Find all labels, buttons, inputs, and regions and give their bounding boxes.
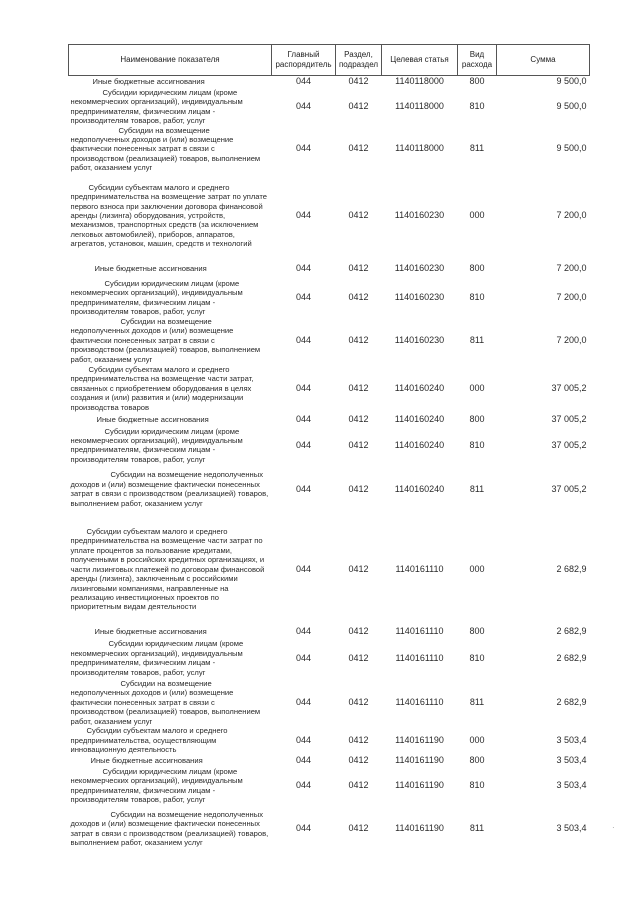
row-name-text: Иные бюджетные ассигнования [94, 626, 207, 636]
row-target-article: 1140160230 [394, 291, 445, 302]
table-body [69, 76, 590, 853]
row-main-manager: 044 [295, 143, 312, 154]
row-sum: 3 503,4 [556, 755, 587, 766]
row-main-manager: 044 [295, 625, 312, 636]
row-name [69, 464, 272, 514]
row-sum: 2 682,9 [556, 696, 587, 707]
row-expense-type: 810 [469, 652, 485, 663]
row-expense-type: 000 [469, 734, 485, 745]
row-section: 0412 [348, 755, 369, 766]
table-header [69, 45, 590, 76]
row-target-article: 1140161190 [395, 734, 444, 745]
row-expense-type: 811 [469, 334, 485, 345]
row-name-text: Субсидии юридическим лицам (кроме некоммерческих организаций), индивидуальным предпринимателям, физическим лицам - производителям товаров, работ, услуг [70, 639, 244, 677]
row-name [69, 365, 272, 413]
table-row [69, 88, 590, 126]
table-row [69, 638, 590, 678]
row-target-article: 1140118000 [395, 76, 444, 87]
row-sum: 3 503,4 [556, 823, 587, 834]
row-name [69, 767, 272, 805]
row-expense-type: 800 [469, 625, 485, 636]
table-row [69, 365, 590, 413]
row-main-manager: 044 [295, 483, 312, 494]
row-name [69, 279, 272, 317]
row-section: 0412 [348, 696, 369, 707]
row-name [69, 173, 272, 259]
row-main-manager: 044 [295, 780, 312, 791]
row-expense-type: 000 [469, 210, 485, 221]
row-main-manager: 044 [295, 334, 312, 345]
row-name-text: Субсидии на возмещение недополученных доходов и (или) возмещение фактически понесенных затрат в связи с производством (реализацией) товаров, выполнением работ, оказанием услуг [70, 470, 269, 508]
row-section: 0412 [348, 823, 369, 834]
row-name-text: Субсидии на возмещение недополученных доходов и (или) возмещение фактически понесенных затрат в связи с производством (реализацией) товаров, выполнением работ, оказанием услуг [70, 125, 261, 173]
row-sum: 2 682,9 [556, 625, 587, 636]
row-sum: 3 503,4 [556, 734, 587, 745]
row-section: 0412 [348, 734, 369, 745]
row-main-manager: 044 [295, 100, 312, 111]
row-target-article: 1140160240 [394, 382, 445, 393]
table-row [69, 76, 590, 88]
row-main-manager: 044 [295, 755, 312, 766]
row-name-text: Субсидии субъектам малого и среднего предпринимательства на возмещение затрат по уплате первого взноса при заключении договора финансовой аренды (лизинга) оборудования, устройств, механизмов, транспортных средств (за исключением легковых автомобилей), приборов, аппаратов, агрегатов, установок, машин, средств и технологий [70, 182, 267, 249]
row-name-text: Субсидии субъектам малого и среднего предпринимательства на возмещение части затрат по уплате процентов за пользование кредитами, полученными в российских кредитных организациях, и части лизинговых платежей по договорам финансовой аренды (лизинга), заключенным с российскими лизинговыми компаниями, направленные на реализацию инвестиционных проектов по приоритетным видам деятельности [70, 526, 265, 612]
table-row [69, 805, 590, 853]
row-name [69, 427, 272, 465]
row-main-manager: 044 [295, 734, 312, 745]
table-row [69, 427, 590, 465]
row-expense-type: 800 [469, 755, 485, 766]
row-sum: 9 500,0 [556, 143, 587, 154]
row-sum: 9 500,0 [556, 76, 587, 87]
table-row [69, 624, 590, 638]
row-name-text: Субсидии на возмещение недополученных доходов и (или) возмещение фактически понесенных затрат в связи с производством (реализацией) товаров, выполнением работ, оказанием услуг [70, 316, 261, 364]
row-name [69, 413, 272, 427]
row-target-article: 1140118000 [395, 143, 444, 154]
row-section: 0412 [348, 483, 369, 494]
row-sum: 37 005,2 [551, 483, 587, 494]
row-sum: 9 500,0 [556, 100, 587, 111]
table-row [69, 126, 590, 173]
row-name [69, 126, 272, 173]
row-name-text: Субсидии юридическим лицам (кроме некоммерческих организаций), индивидуальным предпринимателям, физическим лицам - производителям товаров, работ, услуг [70, 426, 243, 464]
table-row [69, 755, 590, 767]
row-section: 0412 [348, 625, 369, 636]
row-target-article: 1140161110 [395, 652, 444, 663]
row-target-article: 1140118000 [395, 100, 444, 111]
row-section: 0412 [348, 210, 369, 221]
row-main-manager: 044 [295, 76, 312, 87]
row-expense-type: 000 [469, 382, 485, 393]
row-target-article: 1140160240 [394, 483, 445, 494]
row-expense-type: 810 [469, 780, 485, 791]
row-expense-type: 810 [469, 439, 485, 450]
row-main-manager: 044 [295, 291, 312, 302]
row-target-article: 1140161110 [395, 563, 444, 574]
row-name-text: Иные бюджетные ассигнования [94, 264, 207, 274]
table-row [69, 514, 590, 624]
row-name [69, 514, 272, 624]
row-expense-type: 800 [469, 263, 485, 274]
row-target-article: 1140160240 [394, 439, 445, 450]
row-name [69, 726, 272, 754]
table-row [69, 317, 590, 365]
row-name-text: Субсидии юридическим лицам (кроме некоммерческих организаций), индивидуальным предпринимателям, физическим лицам - производителям товаров, работ, услуг [70, 87, 243, 125]
table-row [69, 173, 590, 259]
table-row [69, 259, 590, 279]
row-section: 0412 [348, 263, 369, 274]
row-main-manager: 044 [295, 696, 312, 707]
table-row [69, 726, 590, 754]
row-target-article: 1140161110 [395, 625, 444, 636]
row-main-manager: 044 [295, 263, 312, 274]
row-section: 0412 [348, 291, 369, 302]
row-sum: 37 005,2 [551, 382, 587, 393]
row-main-manager: 044 [295, 563, 312, 574]
row-name [69, 259, 272, 279]
row-expense-type: 810 [469, 291, 485, 302]
row-main-manager: 044 [295, 439, 312, 450]
row-name [69, 805, 272, 853]
row-expense-type: 000 [469, 563, 485, 574]
row-target-article: 1140160230 [394, 263, 445, 274]
header-name: Наименование показателя [69, 45, 272, 76]
row-name-text: Субсидии на возмещение недополученных доходов и (или) возмещение фактически понесенных затрат в связи с производством (реализацией) товаров, выполнением работ, оказанием услуг [70, 678, 261, 726]
row-sum: 7 200,0 [556, 291, 587, 302]
row-target-article: 1140160240 [394, 413, 445, 424]
row-sum: 3 503,4 [556, 780, 587, 791]
table-row [69, 279, 590, 317]
row-section: 0412 [348, 413, 369, 424]
row-name [69, 638, 272, 678]
row-section: 0412 [348, 143, 369, 154]
row-section: 0412 [348, 76, 369, 87]
scan-speck: · [612, 823, 615, 832]
row-section: 0412 [348, 780, 369, 791]
row-expense-type: 811 [469, 483, 485, 494]
row-target-article: 1140160230 [394, 210, 445, 221]
row-target-article: 1140161190 [395, 780, 444, 791]
row-section: 0412 [348, 334, 369, 345]
row-expense-type: 811 [469, 696, 485, 707]
row-name [69, 624, 272, 638]
row-sum: 7 200,0 [556, 210, 587, 221]
row-name [69, 678, 272, 726]
row-expense-type: 800 [469, 413, 485, 424]
row-expense-type: 810 [469, 100, 485, 111]
header-sum: Сумма [497, 45, 590, 76]
table-row [69, 413, 590, 427]
row-section: 0412 [348, 563, 369, 574]
row-section: 0412 [348, 652, 369, 663]
row-expense-type: 811 [469, 143, 485, 154]
row-expense-type: 811 [469, 823, 485, 834]
row-main-manager: 044 [295, 210, 312, 221]
row-sum: 37 005,2 [551, 439, 587, 450]
table-row [69, 767, 590, 805]
row-expense-type: 800 [469, 76, 485, 87]
row-main-manager: 044 [295, 823, 312, 834]
row-sum: 2 682,9 [556, 563, 587, 574]
row-sum: 7 200,0 [556, 263, 587, 274]
row-section: 0412 [348, 439, 369, 450]
row-name [69, 317, 272, 365]
header-target-article: Целевая статья [382, 45, 458, 76]
table-row [69, 678, 590, 726]
row-name-text: Иные бюджетные ассигнования [92, 77, 205, 87]
budget-table [68, 44, 590, 853]
row-section: 0412 [348, 100, 369, 111]
row-name-text: Иные бюджетные ассигнования [96, 414, 209, 424]
row-name-text: Иные бюджетные ассигнования [90, 756, 203, 766]
row-name [69, 76, 272, 88]
row-main-manager: 044 [295, 652, 312, 663]
row-name-text: Субсидии юридическим лицам (кроме некоммерческих организаций), индивидуальным предпринимателям, физическим лицам - производителям товаров, работ, услуг [70, 766, 243, 805]
row-name-text: Субсидии субъектам малого и среднего предпринимательства на возмещение части затрат, связанных с приобретением оборудования в целях создания и (или) развития и (или) модернизации производства товаров [70, 364, 254, 412]
header-expense-type: Вид расхода [458, 45, 497, 76]
row-name [69, 88, 272, 126]
header-section: Раздел, подраздел [336, 45, 382, 76]
row-main-manager: 044 [295, 382, 312, 393]
row-sum: 2 682,9 [556, 652, 587, 663]
budget-table-page [68, 44, 589, 853]
row-section: 0412 [348, 382, 369, 393]
row-name-text: Субсидии субъектам малого и среднего предпринимательства, осуществляющим инновационную деятельность [70, 726, 228, 755]
row-target-article: 1140161190 [395, 755, 444, 766]
row-target-article: 1140160230 [394, 334, 445, 345]
table-row [69, 464, 590, 514]
row-sum: 37 005,2 [551, 413, 587, 424]
row-name [69, 755, 272, 767]
row-target-article: 1140161190 [395, 823, 444, 834]
row-sum: 7 200,0 [556, 334, 587, 345]
row-name-text: Субсидии на возмещение недополученных доходов и (или) возмещение фактически понесенных затрат в связи с производством (реализацией) товаров, выполнением работ, оказанием услуг [70, 809, 269, 848]
row-target-article: 1140161110 [395, 696, 444, 707]
header-main-manager: Главный распорядитель [272, 45, 336, 76]
row-main-manager: 044 [295, 413, 312, 424]
row-name-text: Субсидии юридическим лицам (кроме некоммерческих организаций), индивидуальным предпринимателям, физическим лицам - производителям товаров, работ, услуг [70, 278, 243, 317]
